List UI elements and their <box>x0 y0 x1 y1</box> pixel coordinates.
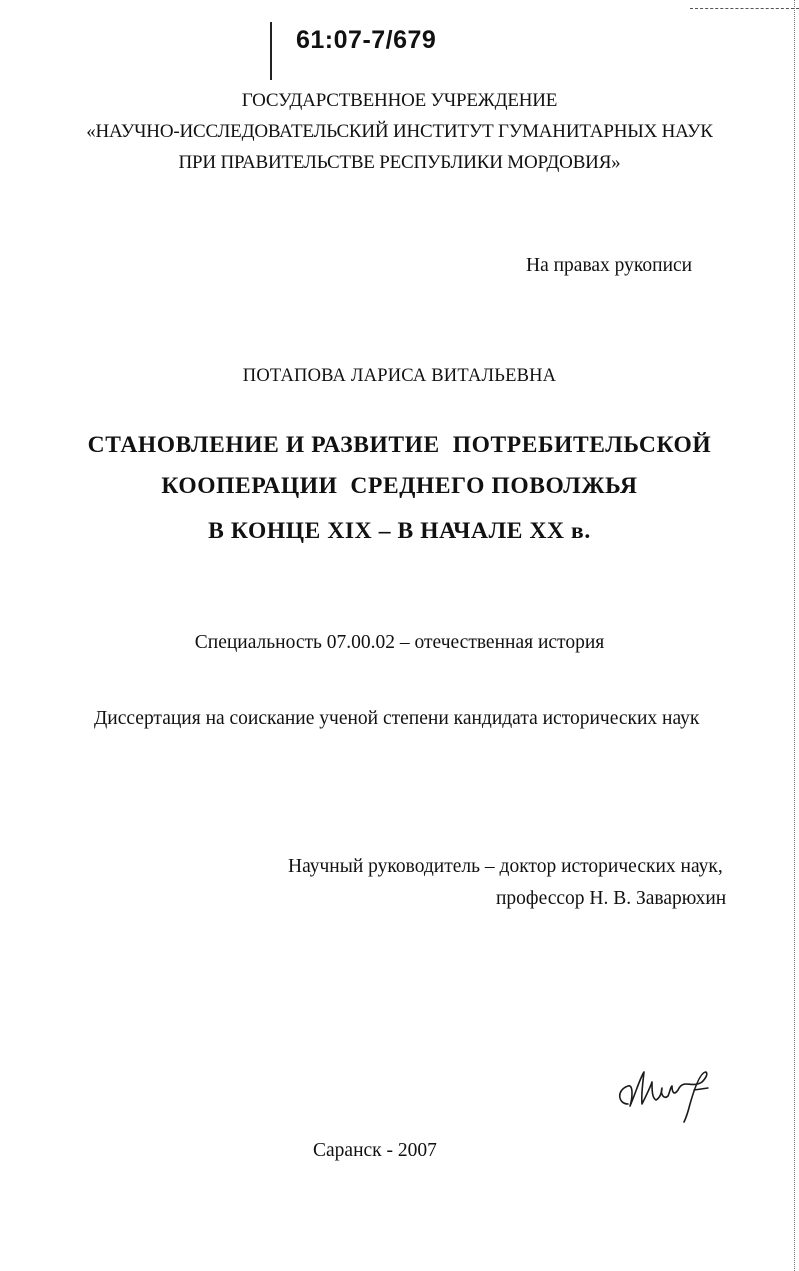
institution-line-1: ГОСУДАРСТВЕННОЕ УЧРЕЖДЕНИЕ <box>241 90 558 111</box>
institution-line-2: «НАУЧНО-ИССЛЕДОВАТЕЛЬСКИЙ ИНСТИТУТ ГУМАНИТАРНЫХ НАУК <box>86 121 713 142</box>
title-line-2: КООПЕРАЦИИ СРЕДНЕГО ПОВОЛЖЬЯ <box>161 473 638 499</box>
title-line-1: СТАНОВЛЕНИЕ И РАЗВИТИЕ ПОТРЕБИТЕЛЬСКОЙ <box>87 432 712 458</box>
city-year: Саранск - 2007 <box>313 1140 437 1161</box>
library-stamp-code: 61:07-7/679 <box>296 26 437 54</box>
scan-edge-top <box>690 8 799 9</box>
supervisor-line-2: профессор Н. В. Заварюхин <box>496 888 727 909</box>
manuscript-rights-note: На правах рукописи <box>526 255 693 276</box>
handwritten-signature <box>610 1060 720 1130</box>
author-name: ПОТАПОВА ЛАРИСА ВИТАЛЬЕВНА <box>242 366 557 386</box>
title-line-3: В КОНЦЕ XIX – В НАЧАЛЕ XX в. <box>208 518 591 544</box>
institution-line-3: ПРИ ПРАВИТЕЛЬСТВЕ РЕСПУБЛИКИ МОРДОВИЯ» <box>178 152 621 173</box>
supervisor-line-1: Научный руководитель – доктор исторических наук, <box>288 856 723 877</box>
dissertation-degree-line: Диссертация на соискание ученой степени кандидата исторических наук <box>94 708 700 729</box>
stamp-divider <box>270 22 272 80</box>
specialty-line: Специальность 07.00.02 – отечественная история <box>194 632 605 653</box>
